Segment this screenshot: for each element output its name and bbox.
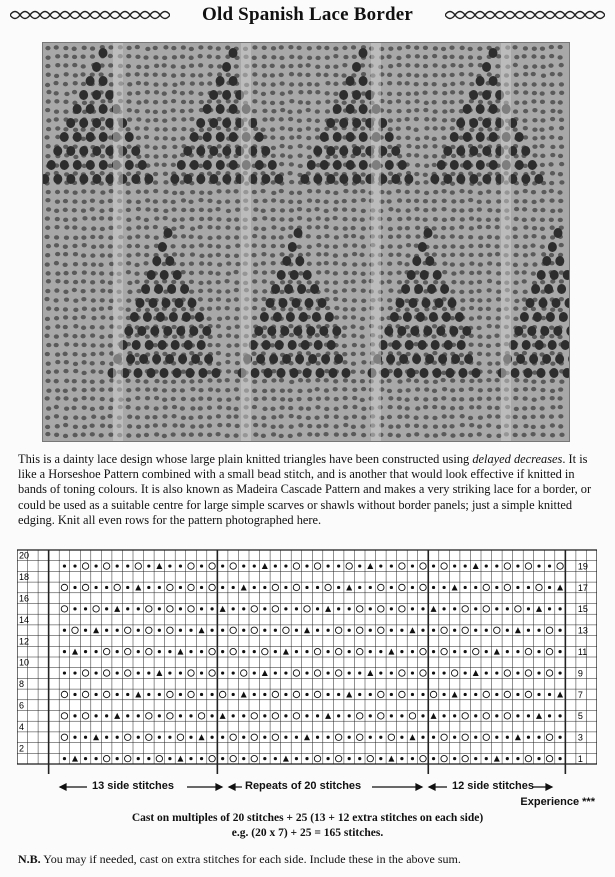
row-number-right: 7 [577, 689, 583, 700]
row-number-left: 18 [19, 572, 30, 583]
row-number-right: 3 [577, 732, 583, 743]
intro-emphasis: delayed decreases [472, 452, 563, 466]
row-number-right: 17 [577, 582, 588, 593]
chart-repeat-labels [17, 776, 597, 800]
intro-text-2: . It is like a Horseshoe Pattern combined with a small bead stitch, and is another that would look effective if knitted in bands of toning colours. It is also known as Madeira Cascade Pattern and makes a very striking lace for a border, or could be used as a suitable centre for large simple scarves or shawls without border panels; just a simple knitted edging. Knit all even rows for the pattern photographed here. [18, 452, 592, 527]
row-number-left: 12 [19, 636, 30, 647]
cast-on-line-2: e.g. (20 x 7) + 25 = 165 stitches. [231, 827, 384, 839]
cast-on-line-1: Cast on multiples of 20 stitches + 25 (13 + 12 extra stitches on each side) [131, 812, 484, 824]
intro-paragraph [18, 452, 603, 528]
knitting-chart [17, 545, 597, 777]
row-number-right: 1 [577, 754, 583, 764]
row-number-left: 6 [19, 700, 25, 711]
chart-grid [17, 545, 597, 777]
row-number-right: 15 [577, 604, 588, 615]
intro-text-1: This is a dainty lace design whose large plain knitted triangles have been constructed using [18, 452, 473, 466]
row-number-right: 13 [577, 625, 588, 636]
nb-note [18, 852, 461, 867]
label-left-side: 13 side stitches [92, 780, 174, 792]
decorative-swirl-right-icon [445, 8, 605, 22]
page-title: Old Spanish Lace Border [202, 4, 413, 25]
row-number-left: 2 [19, 743, 25, 754]
nb-label: N.B. [18, 852, 41, 866]
row-number-left: 16 [19, 593, 30, 604]
row-number-right: 5 [577, 711, 583, 722]
row-number-left: 10 [19, 657, 30, 668]
knitted-lace-photo-icon [43, 43, 569, 441]
row-number-left: 20 [19, 550, 30, 561]
nb-text: You may if needed, cast on extra stitches for each side. Include these in the above sum. [40, 852, 461, 866]
page-header [0, 0, 615, 36]
row-number-right: 19 [577, 561, 588, 572]
row-number-left: 8 [19, 679, 25, 690]
row-number-left: 14 [19, 614, 30, 625]
experience-rating: Experience *** [520, 796, 595, 808]
label-repeat: Repeats of 20 stitches [245, 780, 362, 792]
row-number-right: 9 [577, 668, 583, 679]
row-number-right: 11 [577, 647, 588, 657]
label-right-side: 12 side stitches [452, 780, 534, 792]
row-number-left: 4 [19, 721, 25, 732]
lace-photo [42, 42, 570, 442]
